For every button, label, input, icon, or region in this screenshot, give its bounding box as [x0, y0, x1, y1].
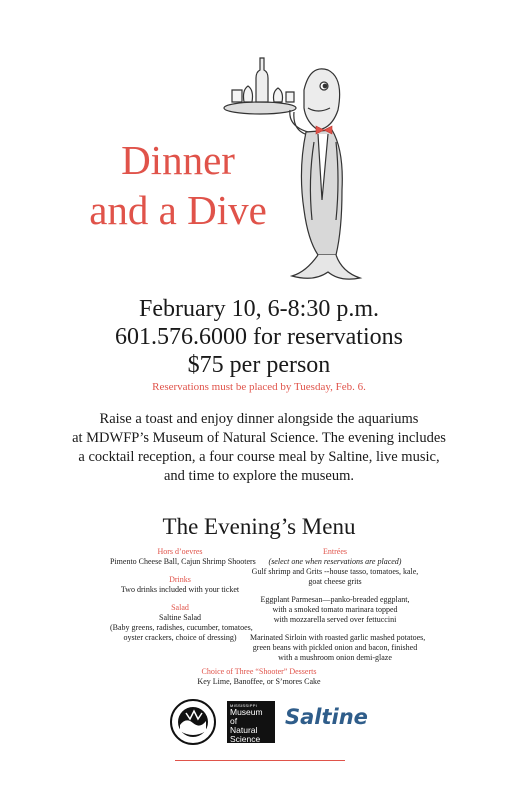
menu-item-detail: with mozzarella served over fettuccini	[273, 615, 397, 624]
museum-logo-line: Museum of	[230, 707, 263, 726]
bottom-divider	[175, 760, 345, 761]
museum-logo-line: Natural	[230, 725, 258, 735]
description-line: a cocktail reception, a four course meal by Saltine, live music,	[78, 449, 440, 465]
saltine-logo: Saltine	[285, 705, 368, 729]
menu-item: Marinated Sirloin with roasted garlic mashed potatoes,	[250, 633, 426, 642]
section-heading: Drinks	[169, 575, 191, 584]
menu-item-detail: with a mushroom onion demi-glaze	[278, 653, 392, 662]
menu-item: Saltine Salad	[159, 613, 201, 622]
title-line-2: and a Dive	[89, 187, 267, 233]
mdwfp-seal-logo	[170, 699, 216, 745]
menu-section-entrees	[250, 547, 420, 567]
museum-logo	[227, 701, 275, 743]
description-line: at MDWFP’s Museum of Natural Science. The evening includes	[72, 430, 446, 446]
menu-section-hors	[110, 547, 256, 567]
entree-note: (select one when reservations are placed)	[268, 557, 402, 566]
menu-right-column	[250, 547, 426, 671]
section-heading: Salad	[171, 603, 189, 612]
menu-item-detail: (Baby greens, radishes, cucumber, tomatoes,	[110, 623, 253, 632]
entree-option	[250, 567, 420, 587]
menu-item: Two drinks included with your ticket	[120, 585, 240, 594]
museum-logo-state: MISSISSIPPI	[230, 703, 258, 708]
menu-item: Gulf shrimp and Grits --house tasso, tomatoes, kale,	[251, 567, 419, 576]
fish-waiter-illustration	[218, 50, 368, 290]
ticket-price: $75 per person	[187, 352, 331, 378]
reservation-deadline: Reservations must be placed by Tuesday, Feb. 6.	[152, 381, 366, 393]
event-date: February 10, 6-8:30 p.m.	[139, 296, 379, 322]
reservation-phone: 601.576.6000 for reservations	[115, 324, 403, 350]
section-heading: Choice of Three “Shooter” Desserts	[201, 667, 317, 676]
menu-heading: The Evening’s Menu	[162, 514, 356, 539]
menu-item-detail: goat cheese grits	[308, 577, 362, 586]
entree-option	[250, 633, 426, 663]
section-heading: Entrées	[323, 547, 347, 556]
menu-section-drinks	[110, 575, 250, 595]
menu-item-detail: oyster crackers, choice of dressing)	[123, 633, 237, 642]
museum-logo-line: Science	[230, 734, 261, 744]
section-heading: Hors d’oevres	[157, 547, 203, 556]
description-line: Raise a toast and enjoy dinner alongside the aquariums	[99, 411, 419, 427]
menu-left-column	[110, 547, 256, 651]
event-description	[40, 410, 478, 486]
menu-section-dessert	[0, 667, 518, 687]
menu-section-salad	[110, 603, 253, 643]
description-line: and time to explore the museum.	[163, 468, 355, 484]
title-line-1: Dinner	[121, 137, 235, 183]
menu-item: Key Lime, Banoffee, or S’mores Cake	[197, 677, 321, 686]
sponsor-logos	[170, 699, 368, 745]
menu-item-detail: with a smoked tomato marinara topped	[272, 605, 398, 614]
menu-item-detail: green beans with pickled onion and bacon, finished	[252, 643, 418, 652]
menu-item: Pimento Cheese Ball, Cajun Shrimp Shooters	[110, 557, 256, 566]
entree-option	[250, 595, 420, 625]
menu-item: Eggplant Parmesan—panko-breaded eggplant,	[260, 595, 410, 604]
